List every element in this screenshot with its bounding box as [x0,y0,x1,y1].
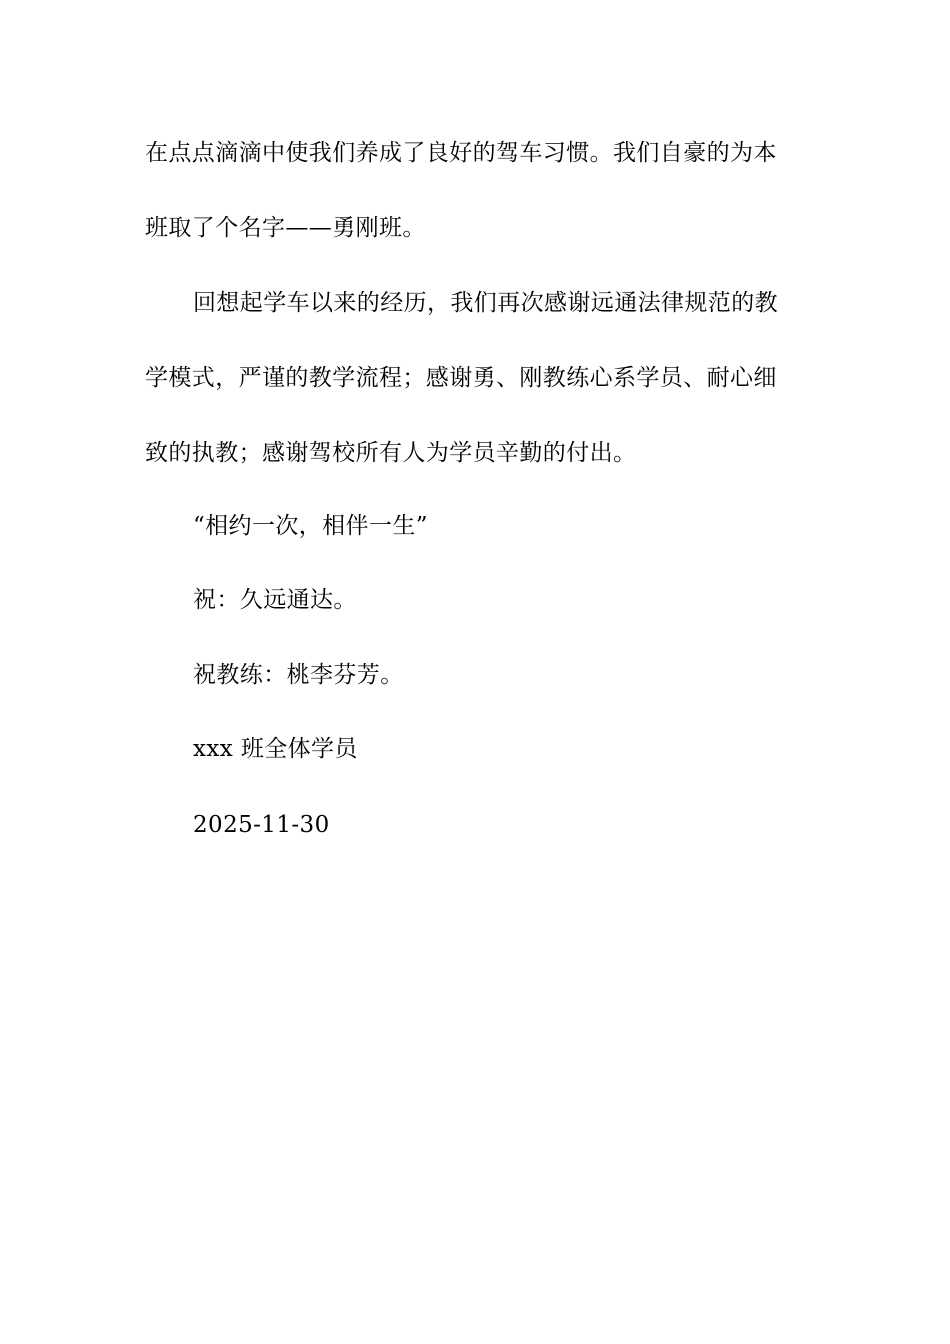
paragraph2-line2: 学模式，严谨的教学流程；感谢勇、刚教练心系学员、耐心细 [145,365,777,391]
wish-school: 祝：久远通达。 [193,587,357,613]
wish-coach: 祝教练：桃李芬芳。 [193,662,404,688]
paragraph1-line1: 在点点滴滴中使我们养成了良好的驾车习惯。我们自豪的为本 [145,140,777,166]
slogan: “相约一次，相伴一生” [193,513,428,539]
paragraph1-line2: 班取了个名字——勇刚班。 [145,215,426,241]
date: 2025-11-30 [193,812,330,838]
paragraph2-line3: 致的执教；感谢驾校所有人为学员辛勤的付出。 [145,440,637,466]
signature: xxx 班全体学员 [193,736,358,762]
paragraph2-line1: 回想起学车以来的经历，我们再次感谢远通法律规范的教 [193,290,778,316]
